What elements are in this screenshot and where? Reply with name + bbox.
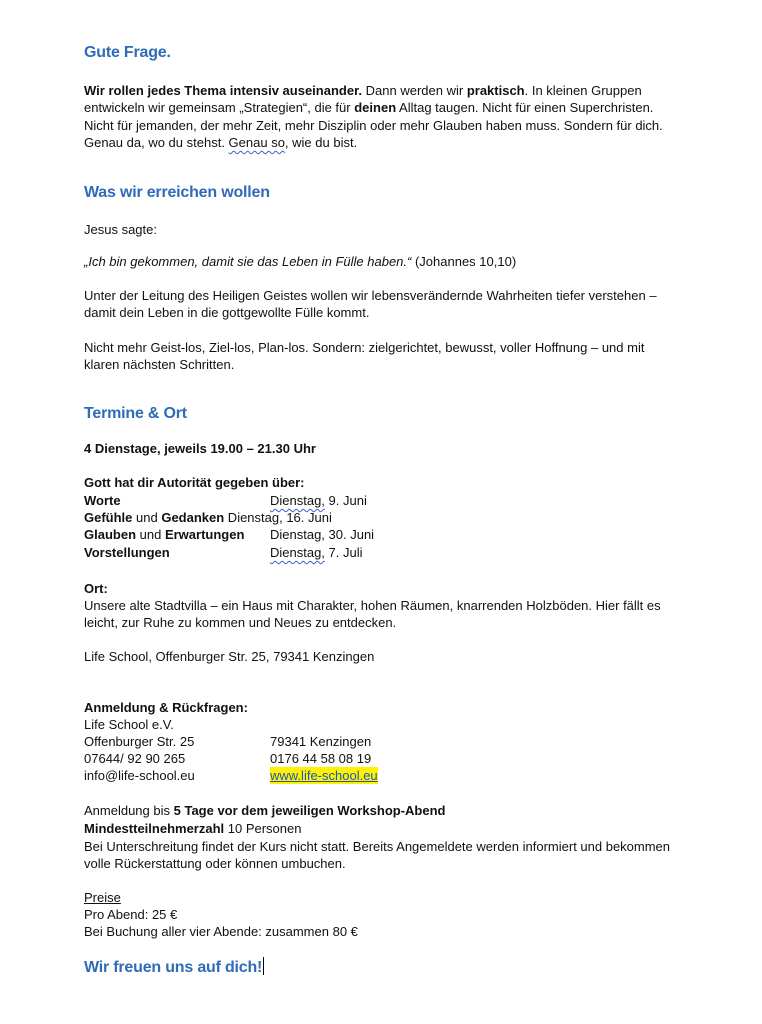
ort-line-1: Unsere alte Stadtvilla – ein Haus mit Charakter, hohen Räumen, knarrenden Holzböden. Hier fällt es [84, 598, 661, 613]
anmeldung-row-address [84, 733, 484, 750]
intro-bold-3: deinen [354, 100, 397, 115]
intro-bold-1: Wir rollen jedes Thema intensiv auseinander. [84, 83, 363, 98]
ziele-p1-line-1: Unter der Leitung des Heiligen Geistes wollen wir lebensverändernde Wahrheiten tiefer verstehen – [84, 288, 657, 303]
termin-1-topic: Worte [84, 493, 121, 508]
website-link[interactable]: www.life-school.eu [270, 768, 378, 783]
intro-line-4 [84, 134, 357, 151]
quote-text: „Ich bin gekommen, damit sie das Leben in Fülle haben.“ [84, 254, 412, 269]
anmeldung-mobile: 0176 44 58 08 19 [270, 751, 372, 766]
min-participants-line [84, 820, 301, 837]
termin-4-topic: Vorstellungen [84, 545, 170, 560]
termin-row-3 [84, 526, 484, 543]
ziele-p1-line-2: damit dein Leben in die gottgewollte Fülle kommt. [84, 305, 370, 320]
termin-row-4 [84, 544, 484, 561]
min-participants-value: 10 Personen [224, 821, 302, 836]
ort-address: Life School, Offenburger Str. 25, 79341 Kenzingen [84, 649, 375, 664]
termin-2-topic-b: Gedanken [161, 510, 225, 525]
termin-4-date-text: 7. Juli [324, 545, 363, 560]
spellcheck-dienstag-1[interactable]: Dienstag, [270, 493, 325, 508]
under-line-2: volle Rückerstattung oder können umbuchen. [84, 856, 346, 871]
anmeldung-row-contact [84, 767, 484, 784]
intro-text-1: Dann werden wir [362, 83, 467, 98]
termin-3-und: und [136, 527, 165, 542]
ort-label: Ort: [84, 581, 108, 596]
anmeldung-street: Offenburger Str. 25 [84, 734, 195, 749]
anmeldung-label: Anmeldung & Rückfragen: [84, 700, 248, 715]
anmeldung-city: 79341 Kenzingen [270, 734, 372, 749]
heading-gute-frage: Gute Frage. [84, 44, 171, 61]
intro-bold-2: praktisch [466, 83, 525, 98]
spellcheck-dienstag-4[interactable]: Dienstag, [270, 545, 325, 560]
min-participants-label: Mindestteilnehmerzahl [84, 821, 225, 836]
termin-2-topic-a: Gefühle [84, 510, 133, 525]
intro-text-4: Alltag taugen. Nicht für einen Superchristen. [396, 100, 654, 115]
intro-text-5: Genau da, wo du stehst. [84, 135, 229, 150]
heading-termine: Termine & Ort [84, 405, 187, 422]
preis-pro-abend: Pro Abend: 25 € [84, 907, 178, 922]
quote-line [84, 253, 516, 270]
termin-1-date-text: 9. Juni [324, 493, 367, 508]
intro-text-6: , wie du bist. [284, 135, 358, 150]
intro-line-1 [84, 82, 642, 99]
heading-freuen [84, 957, 264, 977]
preis-alle-abende: Bei Buchung aller vier Abende: zusammen 80 € [84, 924, 358, 939]
termin-3-topic-b: Erwartungen [164, 527, 245, 542]
text-cursor [263, 957, 264, 975]
deadline-bold: 5 Tage vor dem jeweiligen Workshop-Abend [173, 803, 446, 818]
intro-line-3: Nicht für jemanden, der mehr Zeit, mehr Disziplin oder mehr Glauben haben muss. Sondern für dich. [84, 118, 663, 133]
anmeldung-phone: 07644/ 92 90 265 [84, 751, 186, 766]
ziele-p2-line-2: klaren nächsten Schritten. [84, 357, 235, 372]
termin-row-1 [84, 492, 484, 509]
termin-3-topic-a: Glauben [84, 527, 137, 542]
spellcheck-genau-so[interactable]: Genau so [228, 135, 285, 150]
deadline-line [84, 802, 445, 819]
jesus-sagte: Jesus sagte: [84, 222, 157, 237]
heading-freuen-text: Wir freuen uns auf dich! [84, 959, 263, 976]
deadline-text: Anmeldung bis [84, 803, 174, 818]
intro-line-2 [84, 99, 653, 116]
quote-reference: (Johannes 10,10) [411, 254, 517, 269]
heading-ziele: Was wir erreichen wollen [84, 184, 270, 201]
ziele-p2-line-1: Nicht mehr Geist-los, Ziel-los, Plan-los. Sondern: zielgerichtet, bewusst, voller Hoffnung – und mit [84, 340, 645, 355]
termin-4-date [270, 544, 363, 561]
intro-text-2: . In kleinen Gruppen [524, 83, 642, 98]
ort-line-2: leicht, zur Ruhe zu kommen und Neues zu entdecken. [84, 615, 397, 630]
termin-1-date [270, 492, 367, 509]
termin-2-date: Dienstag, 16. Juni [224, 510, 332, 525]
autoritaet-line: Gott hat dir Autorität gegeben über: [84, 475, 305, 490]
under-line-1: Bei Unterschreitung findet der Kurs nicht statt. Bereits Angemeldete werden informiert und bekommen [84, 839, 671, 854]
anmeldung-email: info@life-school.eu [84, 768, 195, 783]
dienstage-line: 4 Dienstage, jeweils 19.00 – 21.30 Uhr [84, 441, 316, 456]
preise-label: Preise [84, 890, 121, 905]
termin-row-2 [84, 509, 332, 526]
anmeldung-org: Life School e.V. [84, 717, 174, 732]
termin-3-date: Dienstag, 30. Juni [270, 527, 375, 542]
intro-text-3: entwickeln wir gemeinsam „Strategien“, die für [84, 100, 355, 115]
anmeldung-row-phone [84, 750, 484, 767]
termin-2-und: und [132, 510, 162, 525]
